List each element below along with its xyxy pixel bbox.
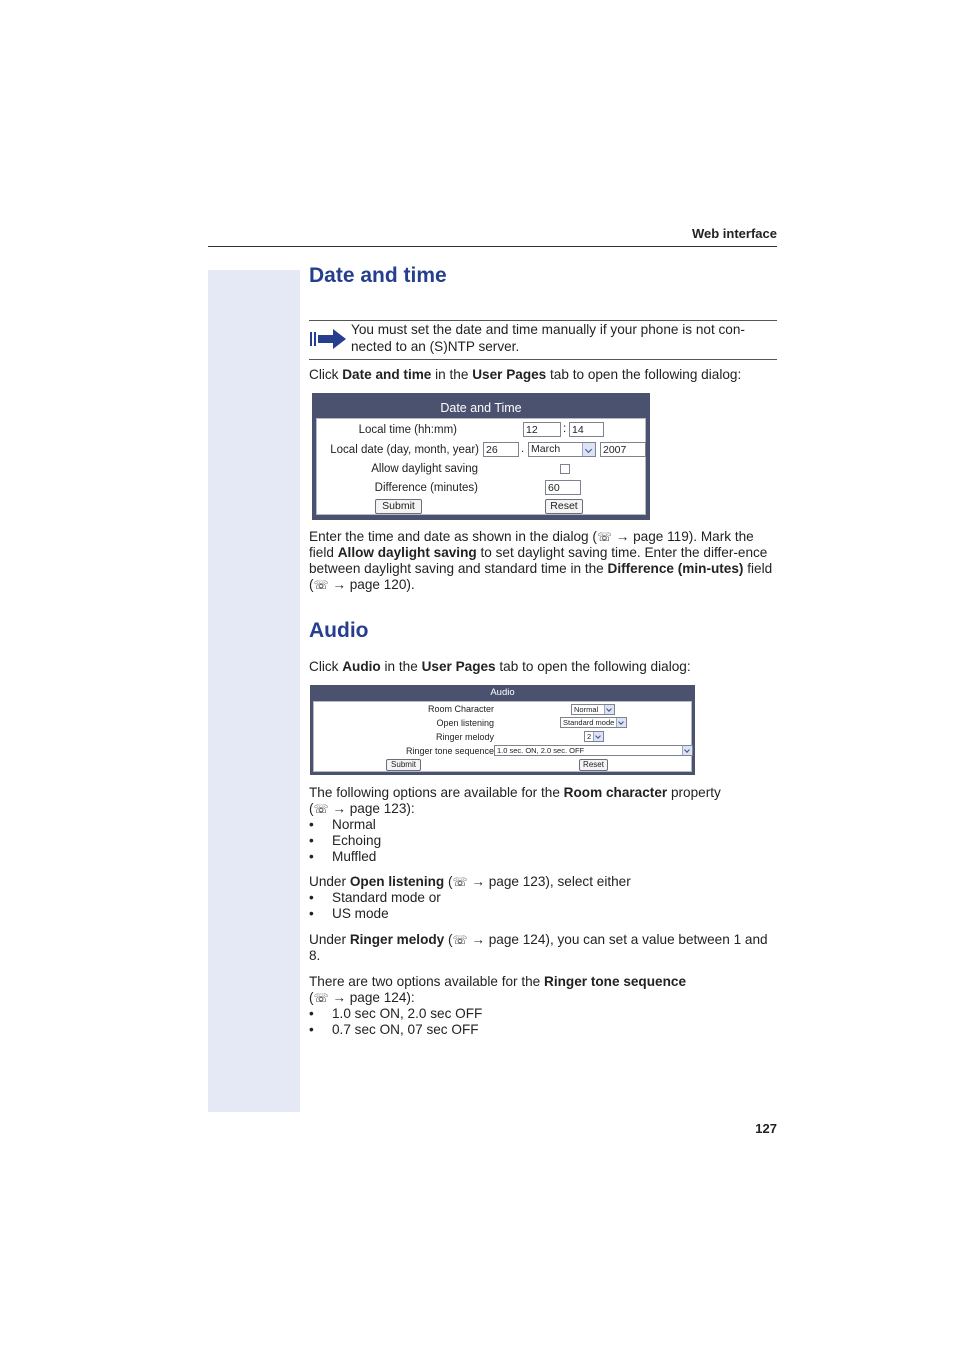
page-sidebar-band [208,270,300,1112]
daylight-checkbox[interactable] [560,464,570,474]
ringer-melody-paragraph: Under Ringer melody (☏ → page 124), you can set a value between 1 and 8. [309,932,768,963]
note-rule-top [309,320,777,321]
reset-button[interactable]: Reset [579,759,608,771]
daylight-label: Allow daylight saving [371,463,478,475]
phone-icon: ☏ [313,578,329,592]
month-select[interactable]: March [528,442,596,457]
date-separator: . [521,443,525,455]
ringer-sequence-select[interactable]: 1.0 sec. ON, 2.0 sec. OFF [494,745,693,756]
year-input[interactable]: 2007 [600,442,646,457]
room-character-select[interactable]: Normal [571,704,615,715]
time-separator: : [563,423,567,435]
open-listening-paragraph: Under Open listening (☏ → page 123), select either • Standard mode or • US mode [309,874,777,922]
list-item: • Standard mode or [309,890,777,906]
audio-intro: Click Audio in the User Pages tab to open the following dialog: [309,659,691,674]
section-heading-date-time: Date and time [309,264,447,287]
running-header: Web interface [691,226,777,241]
list-item: • Normal [309,817,777,833]
list-item: • Echoing [309,833,777,849]
chevron-down-icon [604,705,614,714]
chevron-down-icon [593,732,603,741]
local-time-label: Local time (hh:mm) [358,424,457,436]
chevron-down-icon [616,718,626,727]
minute-input[interactable]: 14 [569,422,604,437]
chevron-down-icon [682,746,692,755]
local-date-label: Local date (day, month, year) [330,444,479,456]
phone-icon: ☏ [313,802,329,816]
difference-label: Difference (minutes) [374,482,478,494]
hour-input[interactable]: 12 [523,422,561,437]
dialog-body [313,701,692,772]
dialog-body [316,418,646,515]
date-time-intro: Click Date and time in the User Pages tab to open the following dialog: [309,367,742,382]
ringer-melody-select[interactable]: 2 [584,731,604,742]
open-listening-list [309,890,777,922]
ringer-sequence-list [309,1006,777,1038]
date-time-dialog [312,393,650,520]
dialog-title: Date and Time [440,401,522,415]
header-rule [208,246,777,247]
date-time-explanation: Enter the time and date as shown in the dialog (☏ → page 119). Mark the field Allow daylight saving to set daylight saving time. Enter the differ-ence between daylight saving and standard time in the Difference (min-utes) field (☏ → page 120). [309,529,773,592]
note-rule-bottom [309,359,777,360]
open-listening-label: Open listening [436,718,494,728]
reset-button[interactable]: Reset [545,499,583,514]
page-number: 127 [755,1121,777,1136]
room-character-paragraph: The following options are available for the Room character property (☏ → page 123): • Normal • Echoing • Muffled [309,785,777,865]
list-item: • 0.7 sec ON, 07 sec OFF [309,1022,777,1038]
room-character-label: Room Character [427,704,494,714]
ringer-melody-label: Ringer melody [435,732,494,742]
day-input[interactable]: 26 [483,442,519,457]
note-text: You must set the date and time manually if your phone is not con-nected to an (S)NTP server. [351,322,745,354]
ringer-sequence-label: Ringer tone sequence [405,746,494,756]
phone-icon: ☏ [452,933,468,947]
audio-dialog [310,685,695,775]
phone-icon: ☏ [452,875,468,889]
open-listening-select[interactable]: Standard mode [560,717,627,728]
list-item: • Muffled [309,849,777,865]
chevron-down-icon [582,443,595,456]
list-item: • US mode [309,906,777,922]
section-heading-audio: Audio [309,619,369,642]
ringer-sequence-paragraph: There are two options available for the Ringer tone sequence (☏ → page 124): • 1.0 sec ON, 2.0 sec OFF • 0.7 sec ON, 07 sec OFF [309,974,777,1038]
dialog-title: Audio [490,687,515,698]
submit-button[interactable]: Submit [386,759,421,771]
phone-icon: ☏ [596,530,612,544]
submit-button[interactable]: Submit [375,499,422,514]
list-item: • 1.0 sec ON, 2.0 sec OFF [309,1006,777,1022]
phone-icon: ☏ [313,991,329,1005]
room-character-list [309,817,777,865]
difference-input[interactable]: 60 [545,480,581,495]
arrow-note-icon [309,328,347,350]
